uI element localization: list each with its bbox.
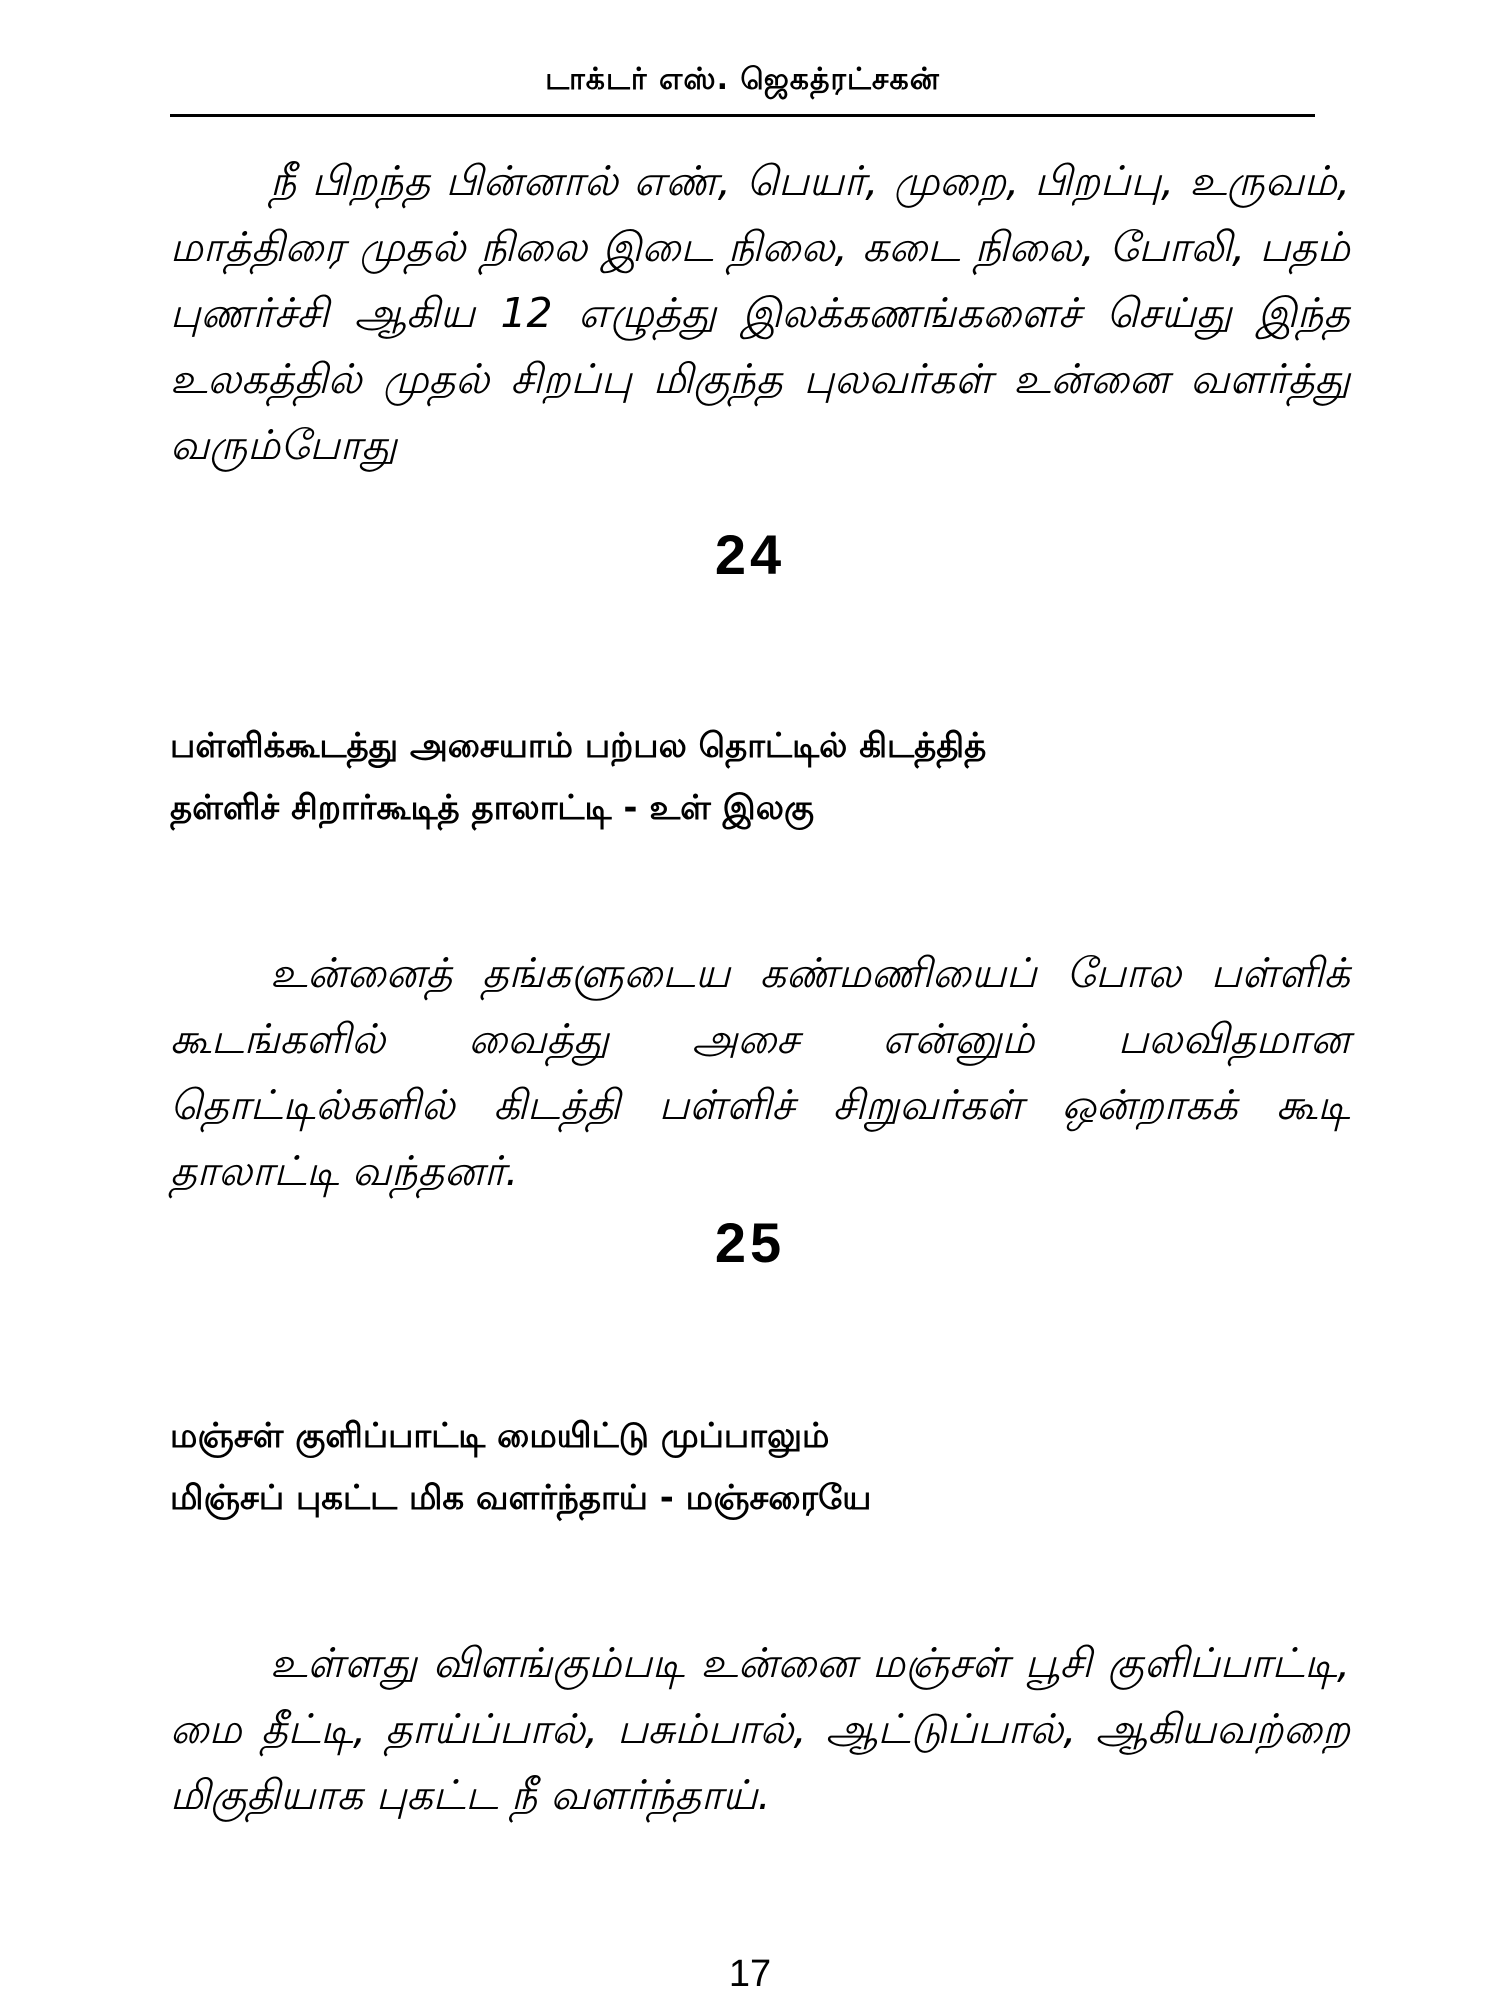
- verse-25-line-1: மஞ்சள் குளிப்பாட்டி மையிட்டு முப்பாலும்: [170, 1416, 830, 1456]
- header-rule: [170, 114, 1315, 117]
- verse-24-line-1: பள்ளிக்கூடத்து அசையாம் பற்பல தொட்டில் கிடத்தித்: [170, 726, 987, 766]
- verse-24: [170, 715, 1350, 839]
- verse-number-24: 24: [714, 523, 786, 586]
- verse-24-commentary: உன்னைத் தங்களுடைய கண்மணியைப் போல பள்ளிக் கூடங்களில் வைத்து அசை என்னும் பலவிதமான தொட்டில்களில் கிடத்தி பள்ளிச் சிறுவர்கள் ஒன்றாகக் கூடி தாலாட்டி வந்தனர்.: [170, 949, 1350, 1195]
- verse-number-25: 25: [714, 1211, 786, 1274]
- prose-paragraph-intro: நீ பிறந்த பின்னால் எண், பெயர், முறை, பிறப்பு, உருவம், மாத்திரை முதல் நிலை இடை நிலை, கடை நிலை, போலி, பதம் புணர்ச்சி ஆகிய 12 எழுத்து இலக்கணங்களைச் செய்து இந்த உலகத்தில் முதல் சிறப்பு மிகுந்த புலவர்கள் உன்னை வளர்த்து வரும்போது: [170, 157, 1350, 469]
- verse-25-line-2: மிஞ்சப் புகட்ட மிக வளர்ந்தாய் - மஞ்சரையே: [170, 1478, 872, 1518]
- verse-25: [170, 1405, 1350, 1529]
- page-number: 17: [728, 1953, 772, 1995]
- running-head-author: டாக்டர் எஸ். ஜெகத்ரட்சகன்: [545, 62, 940, 97]
- verse-25-commentary: உள்ளது விளங்கும்படி உன்னை மஞ்சள் பூசி குளிப்பாட்டி, மை தீட்டி, தாய்ப்பால், பசும்பால், ஆட்டுப்பால், ஆகியவற்றை மிகுதியாக புகட்ட நீ வளர்ந்தாய்.: [170, 1639, 1350, 1819]
- verse-24-line-2: தள்ளிச் சிறார்கூடித் தாலாட்டி - உள் இலகு: [170, 788, 814, 828]
